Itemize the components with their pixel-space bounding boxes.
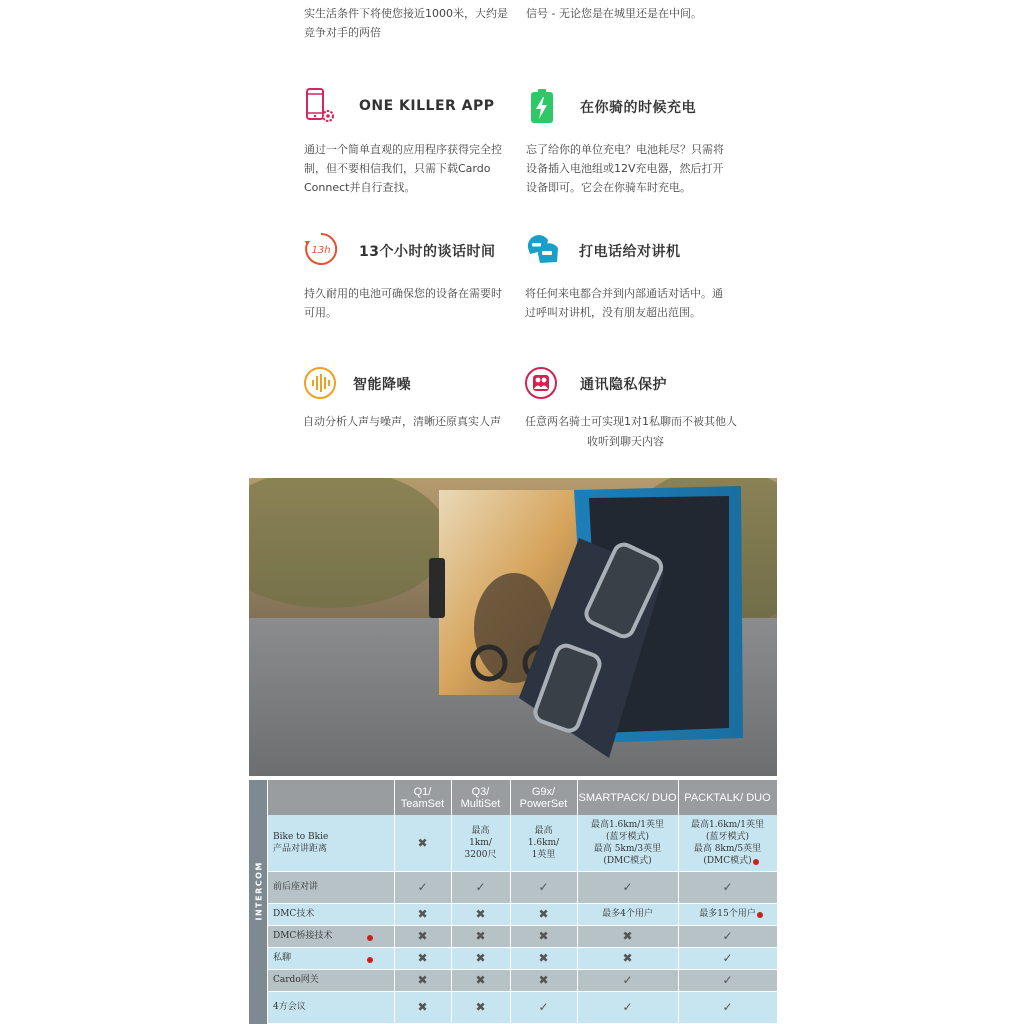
feature-desc-callintercom: 将任何来电都合并到内部通话对话中。通过呼叫对讲机，没有朋友超出范围。 [525,287,723,319]
table-cell [577,991,678,1023]
feature-desc-privacy-2: 收听到聊天内容 [587,435,664,448]
table-cell [577,925,678,947]
intercom-side-bar [249,780,267,1024]
table-cell [394,903,451,925]
table-cell [510,903,577,925]
cross-icon: ✖ [417,929,428,943]
table-cell [394,815,451,871]
table-row [268,871,777,903]
13h-clock-icon [304,232,338,270]
feature-desc-noise: 自动分析人声与噪声，清晰还原真实人声 [303,415,501,428]
intercom-label: INTERCOM [254,861,264,921]
row-label: 4方会议 [268,991,394,1023]
table-cell [451,871,510,903]
cross-icon: ✖ [417,1000,428,1014]
table-cell [678,925,777,947]
comparison-grid [268,780,778,1024]
highlight-dot [753,859,759,865]
cross-icon: ✖ [417,907,428,921]
feature-title-privacy: 通讯隐私保护 [580,377,667,393]
noise-wave-icon [303,366,337,404]
table-cell [577,969,678,991]
table-cell [451,991,510,1023]
table-header-cell: SMARTPACK/ DUO [577,780,678,815]
feature-title-charge: 在你骑的时候充电 [580,100,696,116]
table-cell [678,991,777,1023]
check-icon: ✓ [722,951,733,965]
feature-desc-charge: 忘了给你的单位充电？电池耗尽？只需将设备插入电池组或12V充电器，然后打开设备即可。它会在你骑车时充电。 [526,143,724,194]
highlight-dot [367,935,373,941]
comparison-table [249,780,777,1024]
table-cell: 最多15个用户 [678,903,777,925]
cross-icon: ✖ [622,951,633,965]
phone-gear-icon [305,88,337,128]
cross-icon: ✖ [538,929,549,943]
check-icon: ✓ [622,973,633,987]
table-cell [394,947,451,969]
product-box-photo [249,478,777,776]
cross-icon: ✖ [538,973,549,987]
helmet-call-icon [524,232,560,270]
table-cell: 最高1.6km/1英里 (蓝牙模式) 最高 5km/3英里 (DMC模式) [577,815,678,871]
top-right-text: 信号 - 无论您是在城里还是在中间。 [526,7,702,20]
cross-icon: ✖ [417,973,428,987]
cross-icon: ✖ [475,929,486,943]
cross-icon: ✖ [622,929,633,943]
table-cell: 最高 1km/ 3200尺 [451,815,510,871]
table-cell: 最高 1.6km/ 1英里 [510,815,577,871]
row-label: DMC技术 [268,903,394,925]
table-row [268,925,777,947]
table-header-cell: G9x/ PowerSet [510,780,577,815]
privacy-users-icon [524,366,558,404]
battery-charge-icon [530,88,554,128]
table-cell [510,947,577,969]
cross-icon: ✖ [538,951,549,965]
top-left-text: 实生活条件下将使您接近1000米，大约是竞争对手的两倍 [304,7,508,39]
table-cell [451,947,510,969]
table-header-cell: Q3/ MultiSet [451,780,510,815]
feature-desc-app: 通过一个简单直观的应用程序获得完全控制，但不要相信我们，只需下载Cardo Connect并自行查找。 [304,143,502,194]
table-cell [394,925,451,947]
table-cell [394,969,451,991]
highlight-dot [367,957,373,963]
feature-title-noise: 智能降噪 [353,377,411,393]
check-icon: ✓ [722,880,733,894]
cross-icon: ✖ [417,835,428,850]
table-cell [510,925,577,947]
feature-title-talktime: 13个小时的谈话时间 [359,244,496,260]
row-label: Cardo网关 [268,969,394,991]
feature-title-callintercom: 打电话给对讲机 [579,244,681,260]
highlight-dot [757,912,763,918]
feature-title-app: ONE KILLER APP [359,98,495,114]
svg-text:13h: 13h [311,245,331,256]
check-icon: ✓ [722,1000,733,1014]
table-cell [510,991,577,1023]
table-row [268,903,777,925]
row-label: 私聊 [268,947,394,969]
feature-desc-talktime: 持久耐用的电池可确保您的设备在需要时可用。 [304,287,502,319]
table-header-row [268,780,777,815]
check-icon: ✓ [475,880,486,894]
table-row [268,969,777,991]
check-icon: ✓ [722,929,733,943]
row-label: DMC桥接技术 [268,925,394,947]
table-cell [678,947,777,969]
table-cell [451,969,510,991]
cross-icon: ✖ [475,951,486,965]
table-cell [510,871,577,903]
table-cell [577,871,678,903]
check-icon: ✓ [538,880,549,894]
table-cell [678,969,777,991]
table-row [268,947,777,969]
row-label: 前后座对讲 [268,871,394,903]
table-header-cell: Q1/ TeamSet [394,780,451,815]
cross-icon: ✖ [417,951,428,965]
table-cell [510,969,577,991]
row-label: Bike to Bkie 产品对讲距离 [268,815,394,871]
table-header-cell: PACKTALK/ DUO [678,780,777,815]
feature-desc-privacy-1: 任意两名骑士可实现1对1私聊而不被其他人 [525,415,737,428]
table-cell: 最多4个用户 [577,903,678,925]
check-icon: ✓ [622,1000,633,1014]
check-icon: ✓ [722,973,733,987]
table-cell: 最高1.6km/1英里 (蓝牙模式) 最高 8km/5英里 (DMC模式) [678,815,777,871]
cross-icon: ✖ [475,1000,486,1014]
table-cell [394,991,451,1023]
table-row [268,991,777,1023]
table-cell [678,871,777,903]
table-header-blank [268,780,394,815]
cross-icon: ✖ [475,907,486,921]
table-cell [577,947,678,969]
check-icon: ✓ [538,1000,549,1014]
table-cell [451,903,510,925]
table-cell [394,871,451,903]
cross-icon: ✖ [538,907,549,921]
cross-icon: ✖ [475,973,486,987]
check-icon: ✓ [622,880,633,894]
table-row [268,815,777,871]
table-cell [451,925,510,947]
check-icon: ✓ [417,880,428,894]
